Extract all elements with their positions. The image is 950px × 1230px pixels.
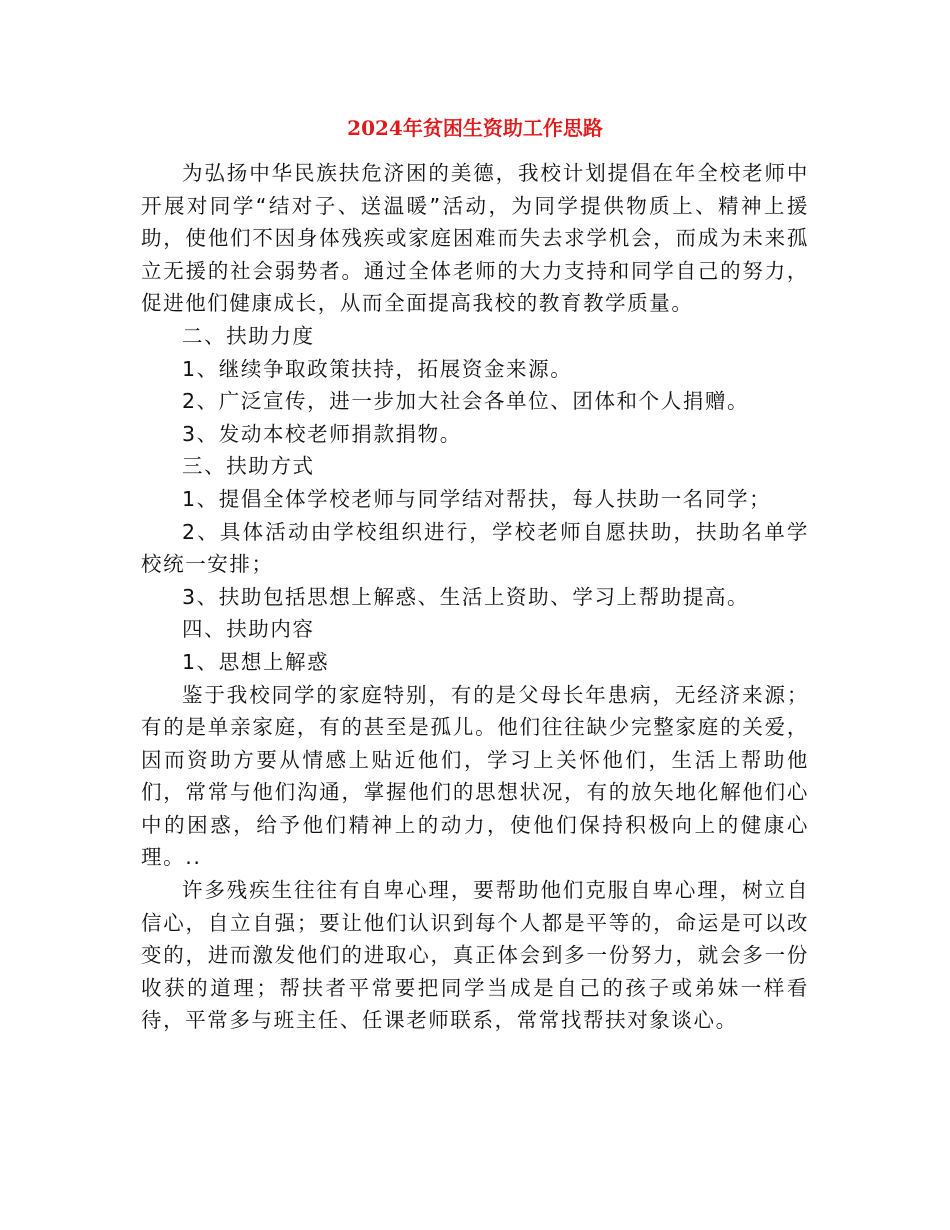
- paragraph-body: 鉴于我校同学的家庭特别，有的是父母长年患病，无经济来源；有的是单亲家庭，有的甚至是孤儿。他们往往缺少完整家庭的关爱，因而资助方要从情感上贴近他们，学习上关怀他们，生活上帮助他们，常常与他们沟通，掌握他们的思想状况，有的放矢地化解他们心中的困惑，给予他们精神上的动力，使他们保持积极向上的健康心理。..: [141, 682, 809, 870]
- paragraph-body: 许多残疾生往往有自卑心理，要帮助他们克服自卑心理，树立自信心，自立自强；要让他们认识到每个人都是平等的，命运是可以改变的，进而激发他们的进取心，真正体会到多一份努力，就会多一份收获的道理；帮扶者平常要把同学当成是自己的孩子或弟妹一样看待，平常多与班主任、任课老师联系，常常找帮扶对象谈心。: [141, 878, 809, 1033]
- paragraph-intro: 为弘扬中华民族扶危济困的美德，我校计划提倡在年全校老师中开展对同学“结对子、送温暖”活动，为同学提供物质上、精神上援助，使他们不因身体残疾或家庭困难而失去求学机会，而成为未来孤立无援的社会弱势者。通过全体老师的大力支持和同学自己的努力，促进他们健康成长，从而全面提高我校的教育教学质量。: [141, 161, 809, 316]
- document-title: 2024年贫困生资助工作思路: [347, 116, 603, 140]
- section-heading-3: 三、扶助方式: [182, 454, 315, 479]
- list-item: 2、广泛宣传，进一步加大社会各单位、团体和个人捐赠。: [182, 389, 750, 414]
- section-heading-4: 四、扶助内容: [182, 617, 315, 642]
- list-item: 1、提倡全体学校老师与同学结对帮扶，每人扶助一名同学；: [182, 486, 772, 511]
- list-item: 3、发动本校老师捐款捐物。: [182, 421, 462, 446]
- subsection-heading: 1、思想上解惑: [182, 649, 330, 674]
- document-body: [141, 157, 809, 1037]
- list-item: 3、扶助包括思想上解惑、生活上资助、学习上帮助提高。: [182, 584, 750, 609]
- list-item: 2、具体活动由学校组织进行，学校老师自愿扶助，扶助名单学校统一安排；: [141, 519, 809, 577]
- list-item: 1、继续争取政策扶持，拓展资金来源。: [182, 356, 573, 381]
- section-heading-2: 二、扶助力度: [182, 323, 315, 348]
